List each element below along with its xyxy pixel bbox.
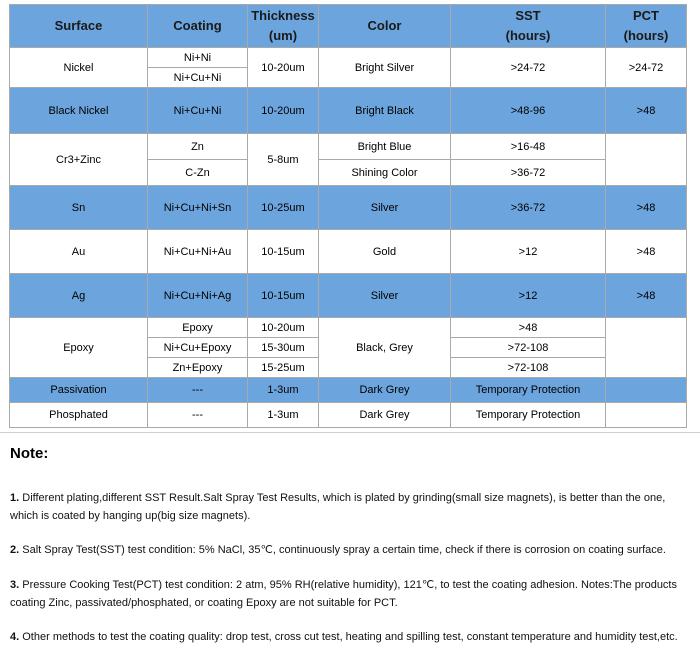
- cell-thickness: 10-20um: [248, 88, 319, 134]
- cell-surface: Cr3+Zinc: [10, 134, 148, 186]
- cell-coating: ---: [148, 403, 248, 428]
- cell-pct: [606, 318, 687, 378]
- cell-coating: Ni+Cu+Ni+Ag: [148, 274, 248, 318]
- header-coating: Coating: [148, 5, 248, 48]
- cell-surface: Nickel: [10, 48, 148, 88]
- coating-table: [9, 4, 687, 428]
- table-row: [10, 48, 687, 68]
- note-2-text: Salt Spray Test(SST) test condition: 5% NaCl, 35℃, continuously spray a certain time, check if there is corrosion on coating surface.: [22, 544, 666, 556]
- cell-surface: Sn: [10, 186, 148, 230]
- cell-surface: Epoxy: [10, 318, 148, 378]
- note-3-text: Pressure Cooking Test(PCT) test condition: 2 atm, 95% RH(relative humidity), 121℃, to test the coating adhesion. Notes:The products coating Zinc, passivated/phosphated, or coating Epoxy are not suitable for PCT.: [10, 579, 677, 609]
- header-row: [10, 5, 687, 48]
- cell-color: Shining Color: [319, 160, 451, 186]
- table-row: [10, 403, 687, 428]
- note-1-number: 1.: [10, 492, 20, 504]
- cell-sst: Temporary Protection: [451, 378, 606, 403]
- table-row: [10, 318, 687, 338]
- table-row: [10, 134, 687, 160]
- note-title: Note:: [10, 445, 49, 462]
- note-4: [10, 628, 690, 646]
- cell-surface: Au: [10, 230, 148, 274]
- cell-thickness: 10-15um: [248, 274, 319, 318]
- cell-thickness: 10-20um: [248, 318, 319, 338]
- header-sst-l2: (hours): [505, 28, 551, 43]
- cell-coating: Epoxy: [148, 318, 248, 338]
- cell-pct: [606, 134, 687, 186]
- cell-color: Bright Silver: [319, 48, 451, 88]
- cell-sst: Temporary Protection: [451, 403, 606, 428]
- cell-pct: >48: [606, 186, 687, 230]
- table-row: [10, 230, 687, 274]
- cell-sst: >72-108: [451, 358, 606, 378]
- cell-sst: >12: [451, 230, 606, 274]
- cell-coating: Zn+Epoxy: [148, 358, 248, 378]
- cell-surface: Black Nickel: [10, 88, 148, 134]
- cell-pct: >48: [606, 88, 687, 134]
- cell-coating: Zn: [148, 134, 248, 160]
- cell-coating: Ni+Cu+Ni: [148, 88, 248, 134]
- cell-color: Gold: [319, 230, 451, 274]
- cell-pct: [606, 403, 687, 428]
- cell-thickness: 10-25um: [248, 186, 319, 230]
- cell-thickness: 10-20um: [248, 48, 319, 88]
- cell-sst: >36-72: [451, 186, 606, 230]
- table-row: [10, 378, 687, 403]
- cell-color: Bright Blue: [319, 134, 451, 160]
- cell-coating: C-Zn: [148, 160, 248, 186]
- header-pct-l2: (hours): [623, 28, 669, 43]
- cell-sst: >24-72: [451, 48, 606, 88]
- cell-thickness: 1-3um: [248, 403, 319, 428]
- cell-sst: >48-96: [451, 88, 606, 134]
- header-thickness-l1: Thickness: [251, 8, 315, 23]
- cell-coating: Ni+Cu+Epoxy: [148, 338, 248, 358]
- cell-sst: >36-72: [451, 160, 606, 186]
- note-3: [10, 576, 690, 612]
- cell-coating: Ni+Cu+Ni+Sn: [148, 186, 248, 230]
- cell-color: Bright Black: [319, 88, 451, 134]
- note-4-text: Other methods to test the coating quality: drop test, cross cut test, heating and spilling test, constant temperature and humidity test,etc.: [22, 631, 678, 643]
- note-2-number: 2.: [10, 544, 20, 556]
- cell-surface: Ag: [10, 274, 148, 318]
- cell-color: Black, Grey: [319, 318, 451, 378]
- cell-coating: Ni+Cu+Ni+Au: [148, 230, 248, 274]
- table-row: [10, 274, 687, 318]
- section-divider: [0, 432, 700, 433]
- header-pct: [606, 5, 687, 48]
- header-thickness: [248, 5, 319, 48]
- table-row: [10, 88, 687, 134]
- cell-sst: >72-108: [451, 338, 606, 358]
- cell-coating: Ni+Cu+Ni: [148, 68, 248, 88]
- cell-sst: >48: [451, 318, 606, 338]
- header-pct-l1: PCT: [633, 8, 659, 23]
- cell-thickness: 5-8um: [248, 134, 319, 186]
- cell-surface: Passivation: [10, 378, 148, 403]
- cell-sst: >12: [451, 274, 606, 318]
- cell-coating: ---: [148, 378, 248, 403]
- table-row: [10, 186, 687, 230]
- cell-pct: >24-72: [606, 48, 687, 88]
- cell-coating: Ni+Ni: [148, 48, 248, 68]
- cell-thickness: 10-15um: [248, 230, 319, 274]
- cell-color: Dark Grey: [319, 403, 451, 428]
- cell-pct: [606, 378, 687, 403]
- cell-sst: >16-48: [451, 134, 606, 160]
- note-2: [10, 541, 690, 559]
- note-1: [10, 489, 690, 525]
- note-1-text: Different plating,different SST Result.Salt Spray Test Results, which is plated by grinding(small size magnets), is better than the one, which is coated by hanging up(big size magnets).: [10, 492, 666, 522]
- header-thickness-l2: (um): [268, 28, 298, 43]
- header-sst-l1: SST: [515, 8, 541, 23]
- cell-pct: >48: [606, 230, 687, 274]
- cell-pct: >48: [606, 274, 687, 318]
- cell-thickness: 15-25um: [248, 358, 319, 378]
- cell-color: Silver: [319, 186, 451, 230]
- header-surface: Surface: [10, 5, 148, 48]
- cell-thickness: 15-30um: [248, 338, 319, 358]
- header-sst: [451, 5, 606, 48]
- cell-thickness: 1-3um: [248, 378, 319, 403]
- note-4-number: 4.: [10, 631, 20, 643]
- header-color: Color: [319, 5, 451, 48]
- cell-color: Silver: [319, 274, 451, 318]
- cell-color: Dark Grey: [319, 378, 451, 403]
- note-3-number: 3.: [10, 579, 20, 591]
- cell-surface: Phosphated: [10, 403, 148, 428]
